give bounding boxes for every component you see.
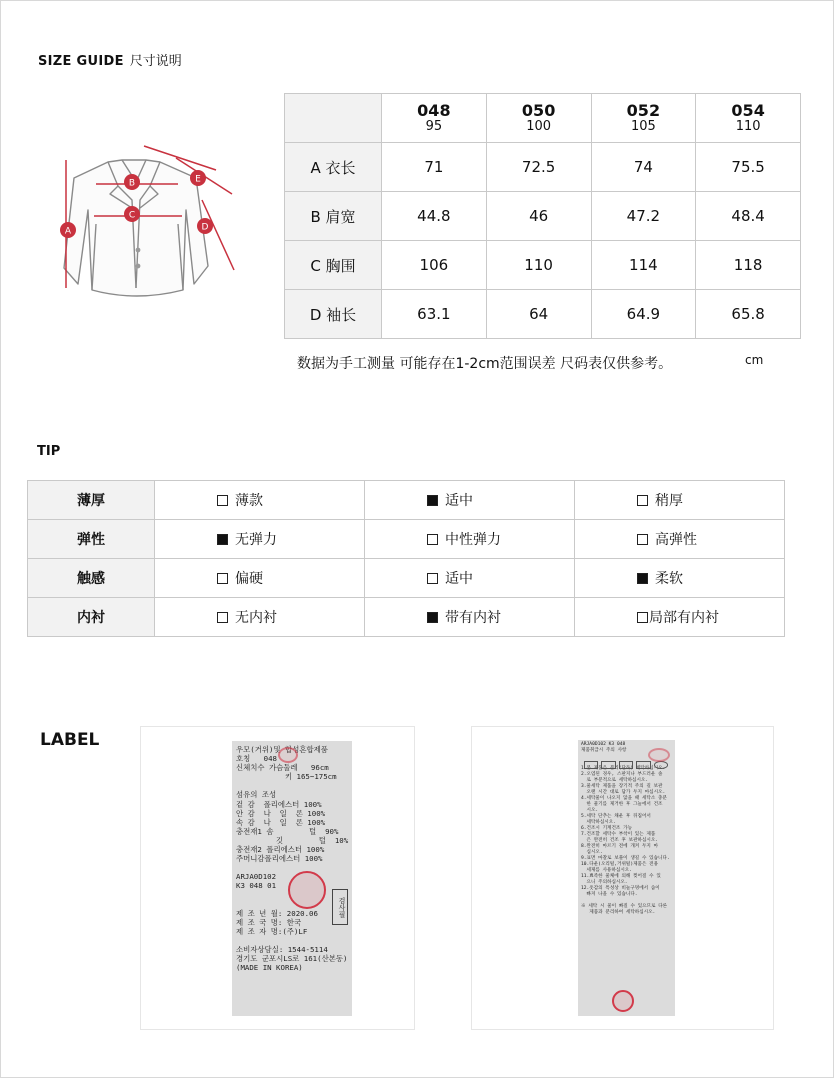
tip-option-text: 薄款 <box>235 493 263 509</box>
inspection-label: 검사필 <box>338 896 346 918</box>
size-row-length <box>285 143 801 192</box>
tip-title: TIP <box>37 444 61 459</box>
checkbox-icon <box>637 573 648 584</box>
tip-option <box>575 598 785 637</box>
tip-option <box>575 481 785 520</box>
size-row-chest <box>285 241 801 290</box>
care-label-line: (MADE IN KOREA) <box>236 963 303 973</box>
care-label-line: K3 048 01 <box>236 881 277 891</box>
size-code: 048 <box>417 101 451 120</box>
care-instruction-line: ※ 세탁 시 물이 빠질 수 있으므로 다른 <box>581 904 668 909</box>
dryclean-icon <box>654 761 668 769</box>
size-col-054 <box>696 94 801 143</box>
care-instruction-line: 3.물세탁 제품을 장기적 주의 길 보관 <box>581 784 663 789</box>
care-instruction-line: 10.다운(오리털,거위털)제품은 전용 <box>581 862 659 867</box>
size-code: 052 <box>626 101 661 120</box>
tip-option-text: 无内衬 <box>235 610 277 626</box>
size-cell: 64 <box>486 290 591 339</box>
care-label-line: 제 조 자 명:(주)LF <box>236 926 308 936</box>
size-cell: 74 <box>591 143 696 192</box>
tip-option-text: 高弹性 <box>655 532 697 548</box>
care-symbols <box>584 761 668 769</box>
tip-row-label: 内衬 <box>28 598 155 637</box>
jacket-measurement-diagram <box>36 138 246 308</box>
care-instruction-line: 제품취급시 주의 사항 <box>581 748 627 753</box>
size-row-shoulder <box>285 192 801 241</box>
care-instruction-line: 5.세탁 단추는 채운 후 뒤집어서 <box>581 814 651 819</box>
size-col-050 <box>486 94 591 143</box>
size-cell: 114 <box>591 241 696 290</box>
marker-d-label: D <box>201 222 209 233</box>
tip-option <box>155 481 365 520</box>
size-row-sleeve <box>285 290 801 339</box>
tip-option <box>575 520 785 559</box>
checkbox-icon <box>637 612 648 623</box>
care-stamp-top-icon <box>648 748 670 762</box>
size-cell: 47.2 <box>591 192 696 241</box>
tip-row-lining <box>28 598 785 637</box>
inspection-stamp-icon <box>288 871 326 909</box>
care-label-text <box>232 741 352 972</box>
care-instruction-line: 11.뾰족한 물체에 의해 찢어질 수 있 <box>581 874 661 879</box>
size-cell: 110 <box>486 241 591 290</box>
tip-option-text: 偏硬 <box>235 571 263 587</box>
marker-e-label: E <box>195 174 201 185</box>
care-instruction-line: 4.세탁물이 나오지 않을 때 세탁소 충분 <box>581 796 667 801</box>
care-instruction-line: 7.건조할 세탁수 부착이 있는 제품 <box>581 832 656 837</box>
checkbox-icon <box>217 495 228 506</box>
size-cell: 118 <box>696 241 801 290</box>
checkbox-icon <box>427 612 438 623</box>
size-cell: 106 <box>382 241 487 290</box>
size-cell: 63.1 <box>382 290 487 339</box>
care-instruction-line: 6.건조시 기계건조 가능 <box>581 826 633 831</box>
care-label-line: 제 조 년 월: 2020.06 <box>236 908 318 918</box>
care-label-line: 안 감 나 일 론 100% <box>236 808 326 818</box>
size-cell: 44.8 <box>382 192 487 241</box>
inspection-stamp-box <box>332 889 348 925</box>
tip-option <box>575 559 785 598</box>
care-instruction-line: 2.오염된 경우, 스판지나 부드러운 솔 <box>581 772 663 777</box>
size-cell: 75.5 <box>696 143 801 192</box>
care-label-line: 깃 털 10% <box>236 835 349 845</box>
size-cell: 46 <box>486 192 591 241</box>
care-label-line: ARJA0D102 <box>236 872 277 882</box>
tip-row-touch <box>28 559 785 598</box>
tip-option <box>365 520 575 559</box>
care-instruction-line: 세탁하십시오. <box>581 820 616 825</box>
care-label-line: 우모(거위)및 합성혼합제품 <box>236 745 328 754</box>
tip-option <box>365 481 575 520</box>
care-label-line: 신체치수 가슴둘레 96cm <box>236 763 329 773</box>
row-label: A 衣长 <box>285 143 382 192</box>
tip-option-text: 局部有内衬 <box>649 610 719 626</box>
care-label-line: 겉 감 폴리에스터 100% <box>236 799 322 809</box>
tip-option-text: 适中 <box>445 493 473 509</box>
care-instruction-line: 1.본 제품은 분리(단독) 세탁하십시오. <box>581 766 666 771</box>
bleach-icon <box>601 761 615 769</box>
size-cell: 48.4 <box>696 192 801 241</box>
care-label-line <box>232 936 352 945</box>
care-label-line: 충전재1 솜 털 90% <box>236 826 339 836</box>
size-guide-heading-cn: 尺寸说明 <box>129 54 182 69</box>
care-instruction-line: 세제를 사용하십시오. <box>581 868 633 873</box>
size-cell: 71 <box>382 143 487 192</box>
care-label-line: 소비자상담실: 1544-5114 <box>236 945 328 955</box>
jacket-illustration <box>36 138 246 308</box>
care-instruction-line: 9.표면 마찰로 보풀이 생길 수 있습니다. <box>581 856 670 861</box>
tip-option-text: 带有内衬 <box>445 610 501 626</box>
iron-icon <box>619 761 633 769</box>
tip-row-thickness <box>28 481 785 520</box>
tip-option <box>155 598 365 637</box>
tip-row-elasticity <box>28 520 785 559</box>
tip-option <box>365 559 575 598</box>
size-cell: 65.8 <box>696 290 801 339</box>
tip-row-label: 薄厚 <box>28 481 155 520</box>
care-label-line: 키 165~175cm <box>236 772 337 782</box>
checkbox-icon <box>217 534 228 545</box>
care-stamp-icon <box>612 990 634 1012</box>
row-label: D 袖长 <box>285 290 382 339</box>
size-note: 数据为手工测量 可能存在1-2cm范围误差 尺码表仅供参考。 <box>297 356 673 372</box>
size-sub: 100 <box>526 119 552 134</box>
size-sub: 95 <box>425 119 443 134</box>
marker-c-label: C <box>128 210 136 221</box>
label-title: LABEL <box>40 730 100 750</box>
size-table-corner <box>285 94 382 143</box>
care-instruction-line: ARJA0D102 K3 048 <box>581 742 626 747</box>
care-instruction-line: 12.옷감의 특성상 비늘구멍에서 솜이 <box>581 886 660 891</box>
care-instruction-line: 으니 주의하십시오. <box>581 880 628 885</box>
care-instruction-line: 십시오. <box>581 850 603 855</box>
tip-option-text: 稍厚 <box>655 493 683 509</box>
size-table <box>284 93 801 339</box>
checkbox-icon <box>217 573 228 584</box>
care-instruction-line: 빠져 나올 수 있습니다. <box>581 892 638 897</box>
care-label-line: 주머니감폴리에스터 100% <box>236 854 323 864</box>
care-label-line: 제 조 국 명: 한국 <box>236 917 302 927</box>
tip-option <box>155 520 365 559</box>
tip-row-label: 触感 <box>28 559 155 598</box>
care-label-line <box>232 863 352 872</box>
care-instruction-line: 한 물기를 제거한 후 그늘에서 건조 <box>581 802 663 807</box>
checkbox-icon <box>427 495 438 506</box>
care-instruction-line: 8.완전히 마르기 전에 개켜 두지 마 <box>581 844 659 849</box>
care-instruction-line: 로 부분적으로 세탁하십시오. <box>581 778 649 783</box>
size-unit: cm <box>745 353 764 367</box>
size-guide-heading: SIZE GUIDE <box>38 54 124 69</box>
size-code: 054 <box>731 101 765 120</box>
care-instruction-line: 은 완전히 건조 후 보관하십시오. <box>581 838 659 843</box>
size-cell: 64.9 <box>591 290 696 339</box>
care-label-line <box>232 781 352 790</box>
dry-icon <box>636 761 650 769</box>
size-col-052 <box>591 94 696 143</box>
size-col-048 <box>382 94 487 143</box>
checkbox-icon <box>427 573 438 584</box>
tip-option-text: 适中 <box>445 571 473 587</box>
size-guide-title <box>38 50 182 69</box>
size-sub: 110 <box>735 119 761 134</box>
tip-option-text: 柔软 <box>655 571 683 587</box>
tip-option <box>155 559 365 598</box>
care-label-line: 섬유의 조성 <box>236 790 277 800</box>
row-label: C 胸围 <box>285 241 382 290</box>
tip-option-text: 无弹力 <box>235 532 277 548</box>
checkbox-icon <box>427 534 438 545</box>
checkbox-icon <box>217 612 228 623</box>
care-label-tag-back <box>578 740 675 1016</box>
row-label: B 肩宽 <box>285 192 382 241</box>
size-cell: 72.5 <box>486 143 591 192</box>
size-sub: 105 <box>630 119 656 134</box>
tip-table <box>27 480 785 637</box>
care-instruction-line: 제품과 분리하여 세탁하십시오. <box>581 910 656 915</box>
label-photo-left <box>140 726 415 1030</box>
care-instruction-line: 시오. <box>581 808 599 813</box>
size-code: 050 <box>521 101 556 120</box>
care-label-line: 속 감 나 일 론 100% <box>236 817 326 827</box>
wash-icon <box>584 761 598 769</box>
care-label-line: 경기도 군포시LS로 161(산본동) <box>236 954 348 964</box>
marker-a-label: A <box>64 226 72 237</box>
care-label-line: 호칭 048 <box>236 754 277 764</box>
tip-row-label: 弹性 <box>28 520 155 559</box>
marker-b-label: B <box>128 178 136 189</box>
care-label-tag-front <box>232 741 352 1016</box>
care-label-line: 충전재2 폴리에스터 100% <box>236 845 325 855</box>
checkbox-icon <box>637 534 648 545</box>
size-table-header <box>285 94 801 143</box>
checkbox-icon <box>637 495 648 506</box>
tip-option-text: 中性弹力 <box>445 532 501 548</box>
label-photo-right <box>471 726 774 1030</box>
tip-option <box>365 598 575 637</box>
care-instruction-line: 오랜 시간 대로 담가 두지 마십시오. <box>581 790 666 795</box>
top-stamp-icon <box>278 747 298 763</box>
